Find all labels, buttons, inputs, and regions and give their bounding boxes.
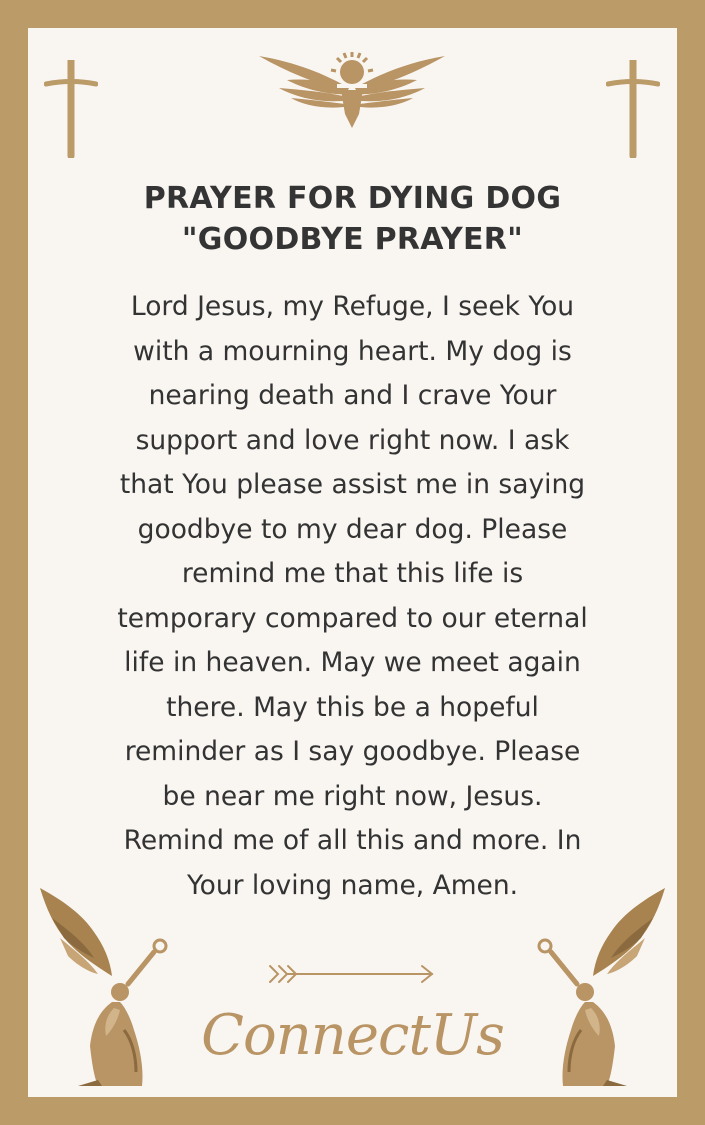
body-line: reminder as I say goodbye. Please	[124, 736, 581, 767]
body-line: with a mourning heart. My dog is	[133, 335, 572, 367]
cross-icon	[44, 60, 98, 158]
body-line: goodbye to my dear dog. Please	[137, 513, 568, 545]
title-line: "GOODBYE PRAYER"	[181, 222, 524, 257]
body-line: be near me right now, Jesus.	[162, 780, 543, 812]
brand-logo: ConnectUs	[201, 1003, 504, 1068]
body-line: Remind me of all this and more. In	[123, 825, 582, 856]
cross-icon	[606, 60, 660, 158]
body-line: Lord Jesus, my Refuge, I seek You	[130, 291, 575, 322]
title-line: PRAYER FOR DYING DOG	[143, 181, 562, 216]
body-line: there. May this be a hopeful	[166, 691, 539, 723]
prayer-body	[66, 285, 639, 908]
body-line: temporary compared to our eternal	[117, 602, 588, 634]
body-line: Your loving name, Amen.	[186, 869, 519, 901]
body-line: that You please assist me in saying	[119, 469, 586, 500]
body-line: life in heaven. May we meet again	[124, 647, 581, 678]
winged-sun-emblem-icon	[257, 44, 447, 130]
prayer-card	[28, 28, 677, 1097]
body-line: support and love right now. I ask	[135, 424, 570, 456]
body-line: remind me that this life is	[181, 558, 524, 589]
arrow-icon	[268, 962, 436, 986]
body-line: nearing death and I crave Your	[148, 380, 557, 411]
prayer-title	[28, 178, 677, 260]
